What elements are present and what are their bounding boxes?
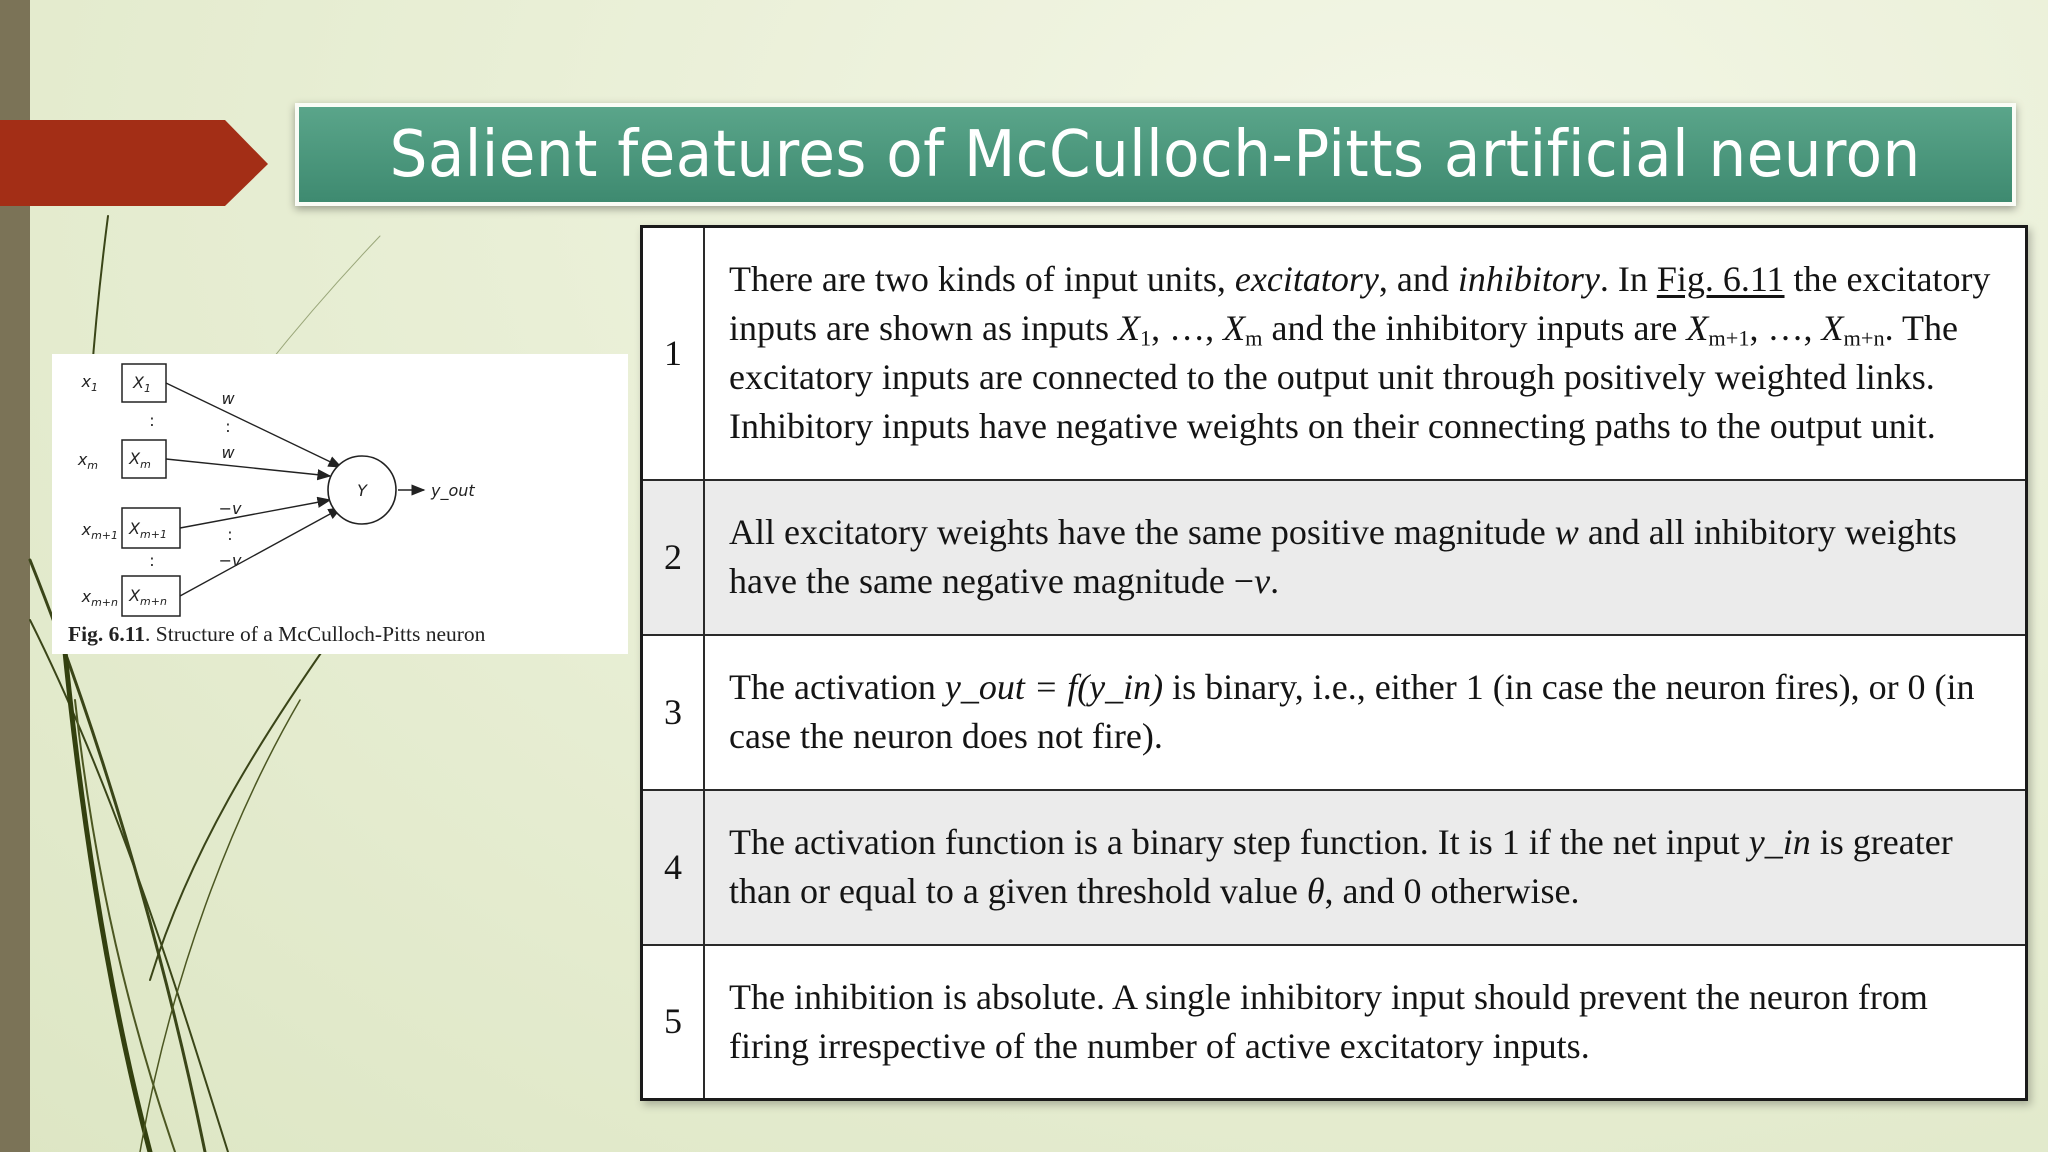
figure-caption-number: Fig. 6.11 xyxy=(68,622,146,646)
connection-line xyxy=(166,459,330,476)
features-table xyxy=(640,225,2028,1101)
input-label: $x_{m+n}$ xyxy=(81,587,118,609)
row-text: The inhibition is absolute. A single inhibitory input should prevent the neuron from firing irrespective of the number of active excitatory inputs. xyxy=(704,945,2027,1100)
neuron-figure xyxy=(52,354,628,654)
input-unit-label: $X_{m+n}$ xyxy=(129,586,167,608)
figure-caption-text: . Structure of a McCulloch-Pitts neuron xyxy=(145,622,486,646)
figure-link[interactable]: Fig. 6.11 xyxy=(1656,259,1785,300)
ellipsis-dots: : xyxy=(227,525,233,544)
figure-caption xyxy=(68,622,485,647)
output-label: y_out xyxy=(431,481,475,500)
row-number: 3 xyxy=(642,635,705,790)
row-text: The activation function is a binary step function. It is 1 if the net input y_in is greater than or equal to a given threshold value θ, and 0 otherwise. xyxy=(704,790,2027,945)
table-row xyxy=(642,635,2027,790)
weight-label: w xyxy=(221,443,235,462)
weight-label: −v xyxy=(218,499,242,518)
ellipsis-dots: : xyxy=(225,417,231,436)
table-row xyxy=(642,790,2027,945)
input-label: $x_1$ xyxy=(81,372,98,394)
row-number: 5 xyxy=(642,945,705,1100)
weight-label: −v xyxy=(218,551,242,570)
connection-line xyxy=(180,508,341,596)
title-arrow-shape xyxy=(0,0,272,210)
input-unit-label: $X_{m+1}$ xyxy=(129,519,167,541)
neuron-diagram xyxy=(52,354,628,654)
row-number: 4 xyxy=(642,790,705,945)
connection-line xyxy=(180,500,330,528)
neuron-label: Y xyxy=(357,481,367,500)
row-number: 1 xyxy=(642,227,705,480)
row-text: There are two kinds of input units, excitatory, and inhibitory. In Fig. 6.11 the excitatory inputs are shown as inputs $X_1$, …, $X_m$ and the inhibitory inputs are $X_{m+1}$, …, $X_{m+n}$. The excitatory inputs are connected to the output unit through positively weighted links. Inhibitory inputs have negative weights on their connecting paths to the output unit. xyxy=(704,227,2027,480)
ellipsis-dots: : xyxy=(149,551,155,570)
row-number: 2 xyxy=(642,480,705,635)
input-label: $x_{m+1}$ xyxy=(81,520,118,542)
ellipsis-dots: : xyxy=(149,411,155,430)
slide-title: Salient features of McCulloch-Pitts artificial neuron xyxy=(389,117,1922,192)
title-banner xyxy=(295,103,2016,206)
connection-line xyxy=(166,383,341,467)
row-text: All excitatory weights have the same positive magnitude w and all inhibitory weights have the same negative magnitude −v. xyxy=(704,480,2027,635)
row-text: The activation y_out = f(y_in) is binary, i.e., either 1 (in case the neuron fires), or 0 (in case the neuron does not fire). xyxy=(704,635,2027,790)
input-unit-label: $X_m$ xyxy=(129,449,151,471)
table-row xyxy=(642,227,2027,480)
input-label: $x_m$ xyxy=(77,450,98,472)
input-unit-label: $X_1$ xyxy=(133,373,151,395)
weight-label: w xyxy=(221,389,235,408)
table-row xyxy=(642,945,2027,1100)
table-row xyxy=(642,480,2027,635)
